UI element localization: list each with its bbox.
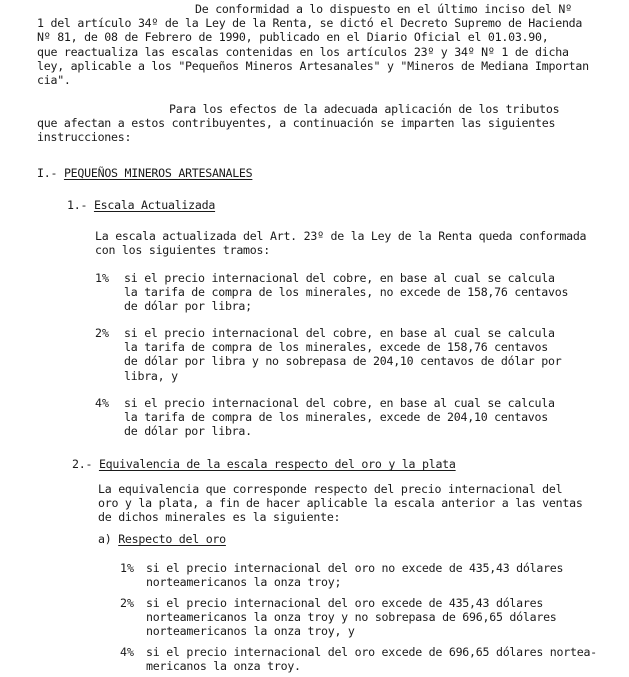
rate-label: 1%	[95, 271, 109, 285]
rate-line: si el precio internacional del oro no excede de 435,43 dólares	[146, 561, 564, 575]
rate-description	[146, 561, 563, 589]
subsection-lead	[98, 482, 583, 525]
rate-description	[146, 596, 557, 639]
rate-line: si el precio internacional del cobre, en base al cual se calcula	[124, 396, 555, 410]
rate-description	[124, 271, 568, 314]
lead-line: oro y la plata, a fin de hacer aplicable la escala anterior a las ventas	[98, 496, 583, 511]
subsubsection-heading	[98, 532, 226, 546]
rate-line: de dólar por libra;	[124, 299, 252, 314]
rate-description	[146, 645, 597, 673]
purpose-paragraph	[37, 102, 559, 145]
section-title: PEQUEÑOS MINEROS ARTESANALES	[63, 166, 253, 180]
rate-label: 2%	[120, 596, 134, 610]
subsection-number: 1.-	[67, 198, 88, 212]
rate-line: la tarifa de compra de los minerales, excede de 204,10 centavos	[124, 410, 548, 425]
rate-description	[124, 326, 561, 383]
lead-line: La equivalencia que corresponde respecto del precio internacional del	[98, 482, 563, 496]
rate-line: si el precio internacional del cobre, en base al cual se calcula	[124, 326, 555, 340]
section-number: I.-	[37, 166, 58, 180]
subsection-title: Equivalencia de la escala respecto del oro y la plata	[98, 457, 456, 471]
rate-line: norteamericanos la onza troy, y	[146, 624, 355, 639]
purpose-line: instrucciones:	[37, 130, 132, 145]
subsubsection-title: Respecto del oro	[118, 532, 226, 546]
lead-line: de dichos minerales es la siguiente:	[98, 510, 341, 525]
intro-line: Nº 81, de 08 de Febrero de 1990, publicado en el Diario Oficial el 01.03.90,	[37, 30, 549, 45]
section-heading	[37, 166, 252, 180]
lead-line: La escala actualizada del Art. 23º de la Ley de la Renta queda conformada	[95, 229, 587, 243]
rate-line: si el precio internacional del oro excede de 435,43 dólares	[146, 596, 544, 610]
rate-line: la tarifa de compra de los minerales, no excede de 158,76 centavos	[124, 285, 569, 300]
purpose-line: que afectan a estos contribuyentes, a continuación se imparten las siguientes	[37, 116, 556, 131]
rate-line: mericanos la onza troy.	[146, 659, 301, 674]
rate-description	[124, 396, 555, 439]
rate-label: 2%	[95, 326, 109, 340]
subsection-heading	[67, 198, 215, 212]
rate-label: 4%	[95, 396, 109, 410]
intro-line: ley, aplicable a los "Pequeños Mineros Artesanales" y "Mineros de Mediana Importan	[37, 58, 589, 73]
intro-line: que reactualiza las escalas contenidas en los artículos 23º y 34º Nº 1 de dicha	[37, 44, 569, 59]
rate-line: si el precio internacional del oro excede de 696,65 dólares nortea-	[146, 645, 597, 659]
rate-label: 4%	[120, 645, 134, 659]
rate-line: la tarifa de compra de los minerales, excede de 158,76 centavos	[124, 340, 548, 355]
rate-line: si el precio internacional del cobre, en base al cual se calcula	[124, 271, 555, 285]
rate-line: libra, y	[124, 368, 178, 383]
rate-label: 1%	[120, 561, 134, 575]
rate-line: norteamericanos la onza troy y no sobrepasa de 696,65 dólares	[146, 610, 557, 625]
intro-paragraph	[37, 2, 589, 87]
rate-line: de dólar por libra.	[124, 424, 252, 439]
rate-line: de dólar por libra y no sobrepasa de 204,10 centavos de dólar por	[124, 354, 562, 369]
intro-line: 1 del artículo 34º de la Ley de la Renta, se dictó el Decreto Supremo de Hacienda	[37, 16, 583, 31]
subsubsection-label: a)	[98, 532, 112, 546]
subsection-heading	[72, 457, 456, 471]
subsection-title: Escala Actualizada	[93, 198, 216, 212]
purpose-line: Para los efectos de la adecuada aplicación de los tributos	[169, 102, 560, 116]
rate-line: norteamericanos la onza troy;	[146, 575, 342, 590]
lead-line: con los siguientes tramos:	[95, 243, 270, 258]
subsection-lead	[95, 229, 586, 257]
intro-line: cia".	[37, 73, 71, 88]
intro-line: De conformidad a lo dispuesto en el último inciso del Nº	[195, 2, 572, 16]
subsection-number: 2.-	[72, 457, 93, 471]
